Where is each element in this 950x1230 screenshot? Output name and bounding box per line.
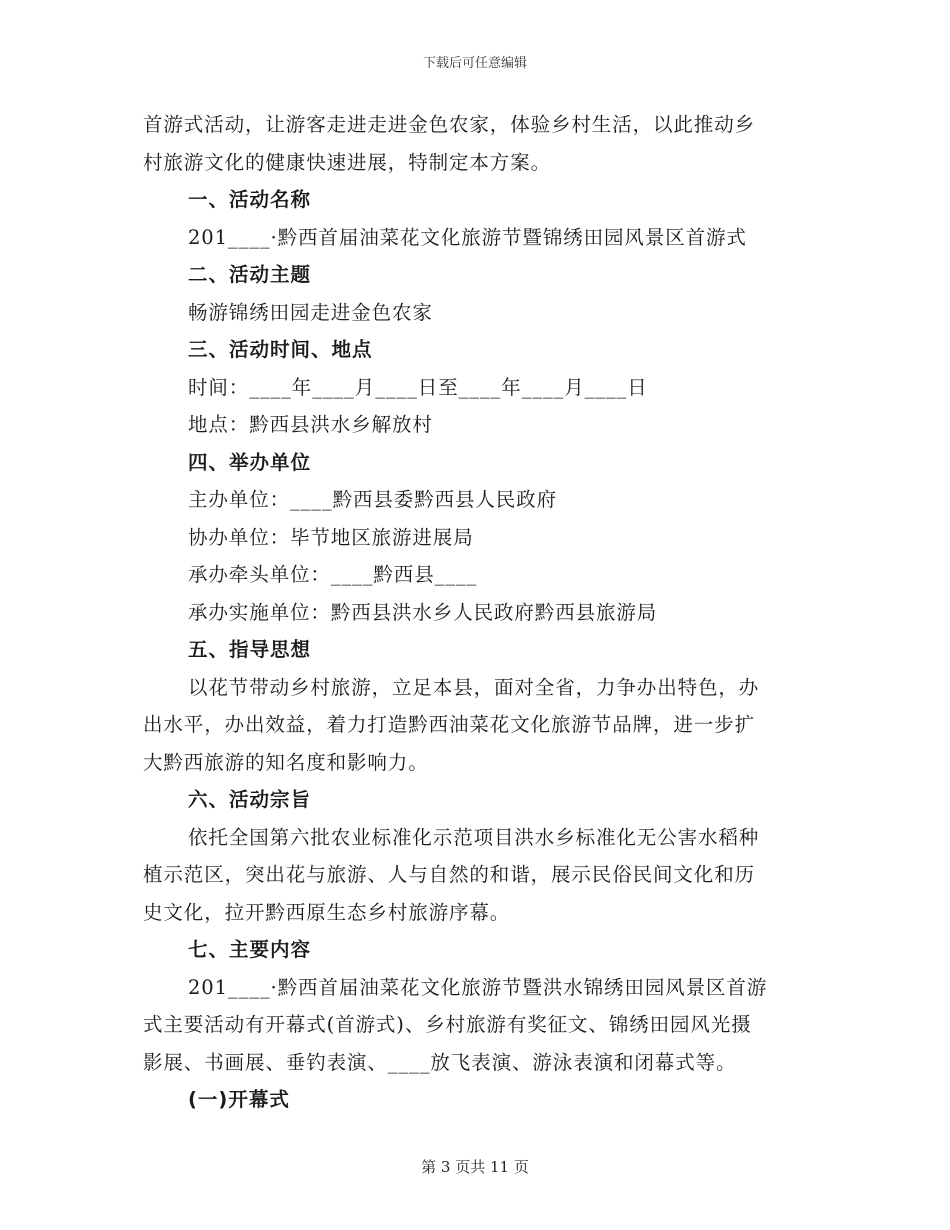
intro-line: 村旅游文化的健康快速进展，特制定本方案。 bbox=[143, 150, 552, 174]
implementer-line: 承办实施单位：黔西县洪水乡人民政府黔西县旅游局 bbox=[188, 600, 658, 624]
section-heading-organizers: 四、举办单位 bbox=[188, 450, 312, 474]
document-body bbox=[143, 106, 811, 1119]
intro-line: 首游式活动，让游客走进走进金色农家，体验乡村生活，以此推动乡 bbox=[143, 113, 756, 136]
section-heading-purpose: 六、活动宗旨 bbox=[188, 788, 312, 811]
page-number: 第 3 页共 11 页 bbox=[421, 1158, 529, 1176]
place-line: 地点：黔西县洪水乡解放村 bbox=[188, 413, 433, 436]
paragraph-line: 史文化，拉开黔西原生态乡村旅游序幕。 bbox=[143, 900, 511, 924]
subsection-heading-opening: (一)开幕式 bbox=[188, 1088, 290, 1111]
section-heading-theme: 二、活动主题 bbox=[188, 263, 312, 286]
paragraph-line: 大黔西旅游的知名度和影响力。 bbox=[143, 750, 429, 774]
section-heading-guiding: 五、指导思想 bbox=[188, 638, 312, 661]
co-organizer-line: 协办单位：毕节地区旅游进展局 bbox=[188, 525, 474, 549]
paragraph-line: 影展、书画展、垂钓表演、____放飞表演、游泳表演和闭幕式等。 bbox=[143, 1050, 737, 1074]
section-heading-name: 一、活动名称 bbox=[188, 188, 312, 211]
paragraph-line: 出水平，办出效益，着力打造黔西油菜花文化旅游节品牌，进一步扩 bbox=[143, 713, 756, 736]
paragraph-line: 依托全国第六批农业标准化示范项目洪水乡标准化无公害水稻种 bbox=[188, 825, 760, 849]
section-heading-time-place: 三、活动时间、地点 bbox=[188, 338, 373, 361]
paragraph-line: 植示范区，突出花与旅游、人与自然的和谐，展示民俗民间文化和历 bbox=[143, 863, 756, 886]
paragraph-line: 以花节带动乡村旅游，立足本县，面对全省，力争办出特色，办 bbox=[188, 675, 760, 699]
page-header-note: 下载后可任意编辑 bbox=[422, 56, 527, 71]
lead-organizer-line: 承办牵头单位：____黔西县____ bbox=[188, 563, 478, 586]
time-line: 时间：____年____月____日至____年____月____日 bbox=[188, 375, 648, 399]
section-text: 畅游锦绣田园走进金色农家 bbox=[188, 300, 433, 324]
paragraph-line: 式主要活动有开幕式(首游式)、乡村旅游有奖征文、锦绣田园风光摄 bbox=[143, 1013, 752, 1036]
host-line: 主办单位：____黔西县委黔西县人民政府 bbox=[188, 488, 558, 511]
section-heading-content: 七、主要内容 bbox=[188, 938, 312, 961]
paragraph-line: 201____·黔西首届油菜花文化旅游节暨洪水锦绣田园风景区首游 bbox=[188, 975, 768, 999]
section-text: 201____·黔西首届油菜花文化旅游节暨锦绣田园风景区首游式 bbox=[188, 225, 747, 249]
